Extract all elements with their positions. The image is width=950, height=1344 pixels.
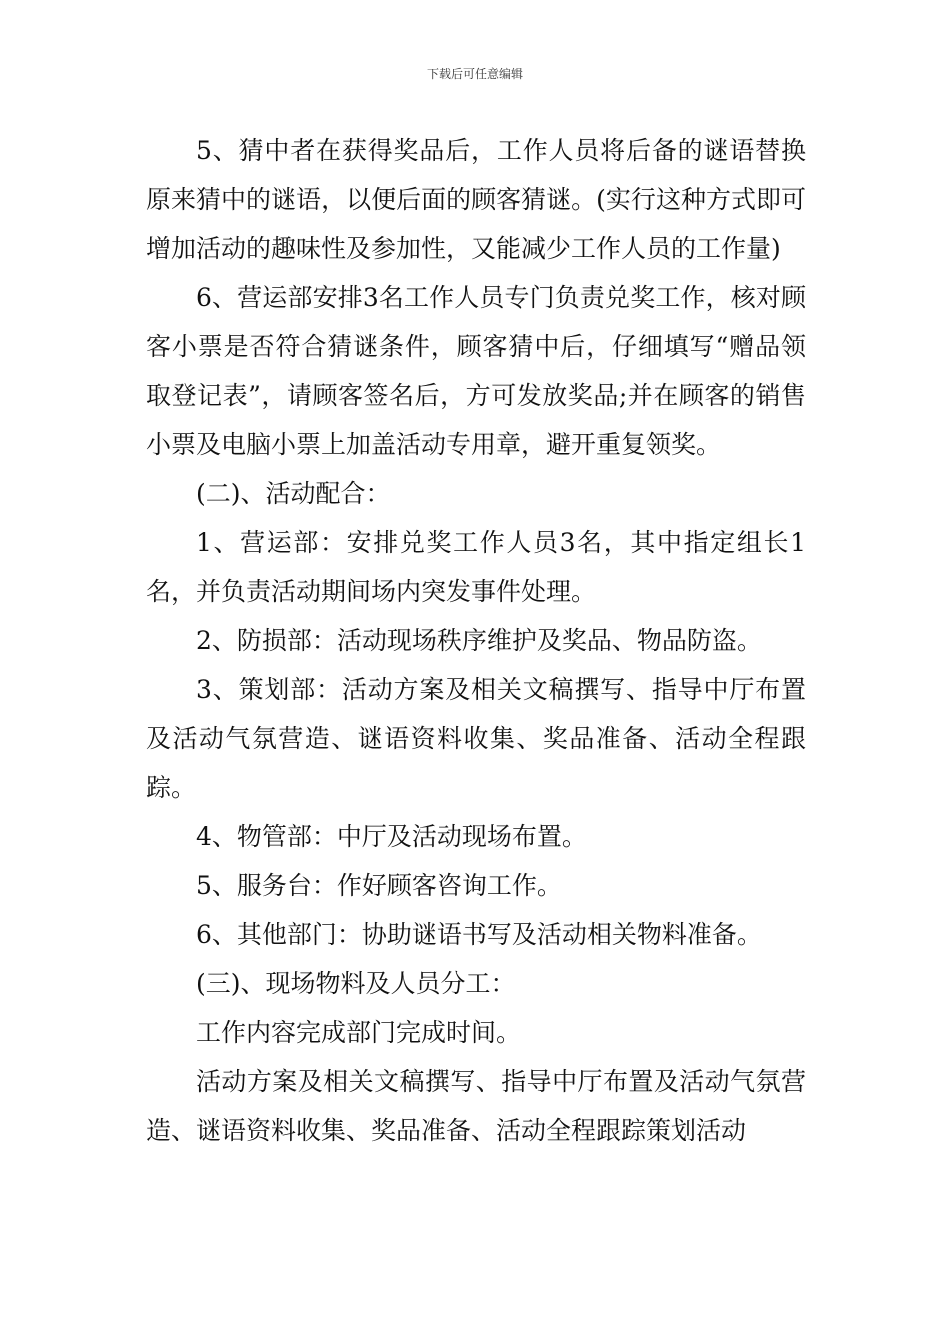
paragraph-service-desk: 5、服务台：作好顾客咨询工作。 bbox=[196, 871, 562, 900]
paragraph-item-6-redeem: 6、营运部安排3名工作人员专门负责兑奖工作，核对顾客小票是否符合猜谜条件，顾客猜中后，仔细填写“赠品领取登记表”，请顾客签名后，方可发放奖品;并在顾客的销售小票及电脑小票上加盖活动专用章，避开重复领奖。 bbox=[146, 283, 806, 459]
section-heading-materials-staffing: (三)、现场物料及人员分工： bbox=[196, 969, 516, 998]
paragraph-loss-prevention-dept: 2、防损部：活动现场秩序维护及奖品、物品防盗。 bbox=[196, 626, 762, 655]
paragraph-operations-dept: 1、营运部：安排兑奖工作人员3名，其中指定组长1名，并负责活动期间场内突发事件处理。 bbox=[146, 528, 806, 606]
paragraph-other-depts: 6、其他部门：协助谜语书写及活动相关物料准备。 bbox=[196, 920, 762, 949]
document-body bbox=[146, 126, 806, 1155]
page-header: 下载后可任意编辑 bbox=[426, 67, 523, 81]
paragraph-planning-tasks: 活动方案及相关文稿撰写、指导中厅布置及活动气氛营造、谜语资料收集、奖品准备、活动全程跟踪策划活动 bbox=[146, 1067, 806, 1145]
section-heading-activity-cooperation: (二)、活动配合： bbox=[196, 479, 391, 508]
paragraph-work-content: 工作内容完成部门完成时间。 bbox=[196, 1018, 522, 1047]
paragraph-property-dept: 4、物管部：中厅及活动现场布置。 bbox=[196, 822, 587, 851]
paragraph-item-5-prize: 5、猜中者在获得奖品后，工作人员将后备的谜语替换原来猜中的谜语，以便后面的顾客猜谜。(实行这种方式即可增加活动的趣味性及参加性，又能减少工作人员的工作量) bbox=[146, 136, 806, 263]
paragraph-planning-dept: 3、策划部：活动方案及相关文稿撰写、指导中厅布置及活动气氛营造、谜语资料收集、奖品准备、活动全程跟踪。 bbox=[146, 675, 806, 802]
